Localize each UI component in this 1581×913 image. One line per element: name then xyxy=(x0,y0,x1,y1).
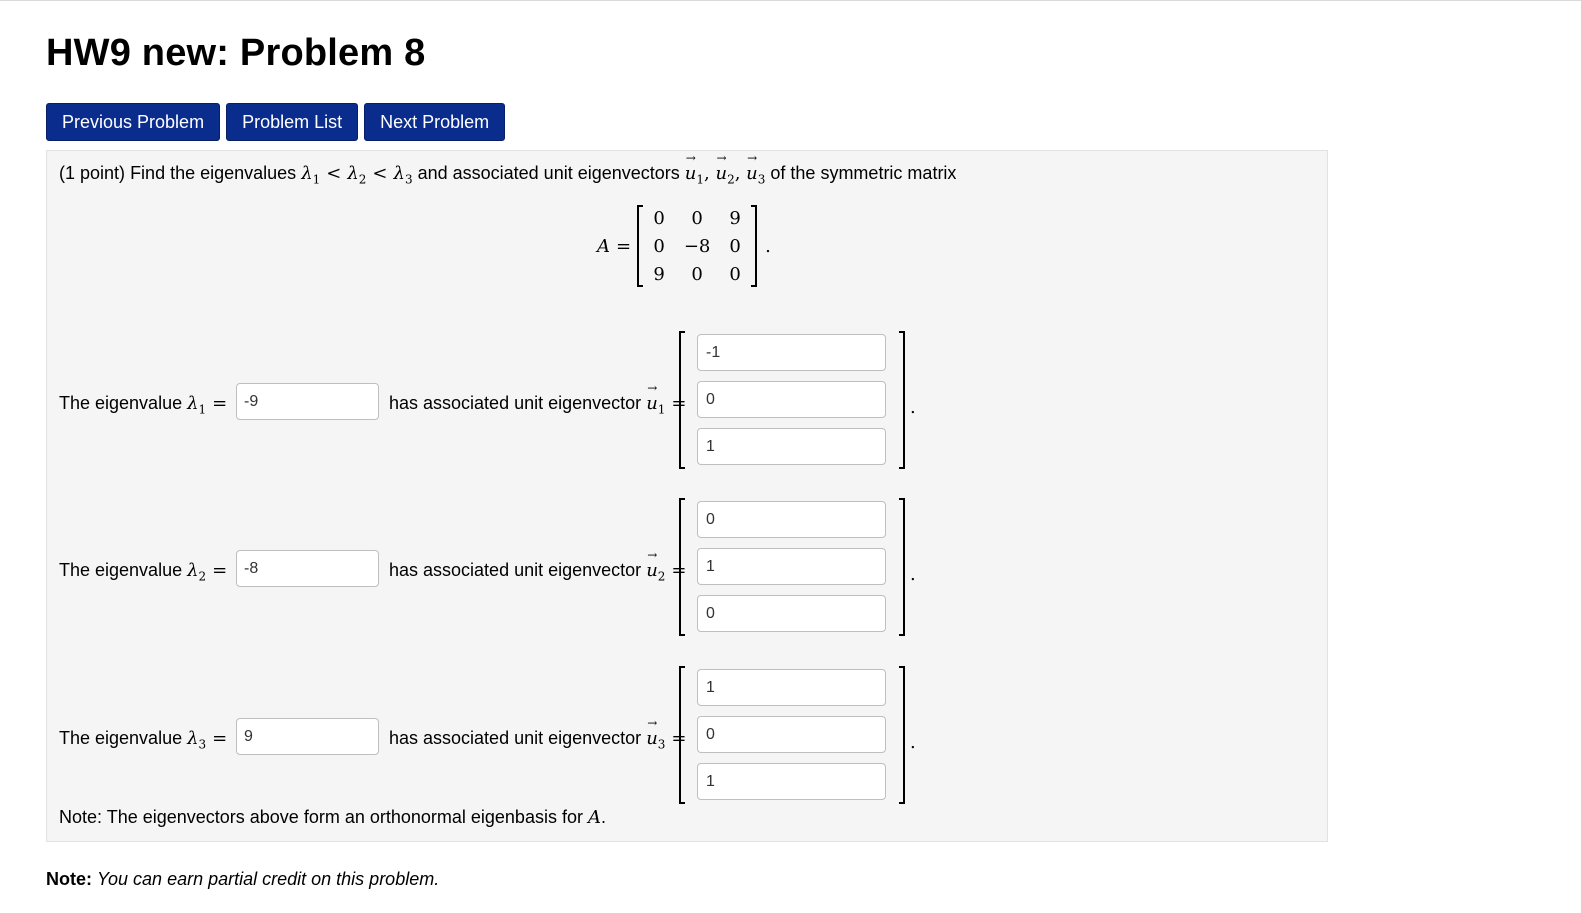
page-title: HW9 new: Problem 8 xyxy=(46,32,426,74)
eigenvalue-3-input[interactable] xyxy=(236,718,379,755)
problem-statement: (1 point) Find the eigenvalues $\lambda_1 < \lambda_2 < \lambda_3$ and associated unit eigenvectors → $u_1$, → $u_2$, → $u_3$ of the symmetric matrix xyxy=(59,163,956,187)
problem-body xyxy=(46,150,1328,842)
eigenvector-2-label: has associated unit eigenvector → $u_2$ = xyxy=(389,560,693,584)
vector-2-right-bracket xyxy=(899,498,905,636)
eigenvector-1-column: -1 0 1 . xyxy=(679,331,907,471)
vector-2-left-bracket xyxy=(679,498,685,636)
eigenvector-2-column: 0 1 0 . xyxy=(679,498,907,638)
eigenvector-3-entry-2-input[interactable] xyxy=(697,716,886,753)
points-label: (1 point) xyxy=(59,163,126,183)
eigenvector-1-entry-1-input[interactable] xyxy=(697,334,886,371)
matrix-right-bracket xyxy=(751,205,757,287)
eigenvector-2-entry-2-input[interactable] xyxy=(697,548,886,585)
eigenvector-2-entry-1-input[interactable] xyxy=(697,501,886,538)
eigenvector-1-label: has associated unit eigenvector → $u_1$ = xyxy=(389,393,693,417)
vector-3-left-bracket xyxy=(679,666,685,804)
note-text: You can earn partial credit on this problem. xyxy=(97,869,440,889)
lambda-1-symbol: $\lambda_1$ xyxy=(301,163,321,187)
eigenvector-3-entry-3-input[interactable] xyxy=(697,763,886,800)
previous-problem-button[interactable]: Previous Problem xyxy=(46,103,220,141)
eigenvector-1-entry-2-input[interactable] xyxy=(697,381,886,418)
eigenvector-3-entry-1-input[interactable] xyxy=(697,669,886,706)
eigenvector-1-entry-3-input[interactable] xyxy=(697,428,886,465)
vector-1-right-bracket xyxy=(899,331,905,469)
partial-credit-note xyxy=(46,869,439,890)
lambda-3-symbol: $\lambda_3$ xyxy=(393,163,413,187)
matrix-entries xyxy=(643,204,751,288)
matrix-cell: 9 xyxy=(729,207,741,229)
eigenvector-3-column: 1 0 1 . xyxy=(679,666,907,806)
note-label: Note: xyxy=(46,869,92,889)
eigenvector-3-label: has associated unit eigenvector → $u_3$ = xyxy=(389,728,693,752)
problem-navigation xyxy=(46,103,505,141)
intro-and-text: and associated unit eigenvectors xyxy=(417,163,680,183)
eigenvalue-2-input[interactable] xyxy=(236,550,379,587)
matrix-cell: 0 xyxy=(653,235,665,257)
problem-list-button[interactable]: Problem List xyxy=(226,103,358,141)
matrix-cell: −8 xyxy=(683,235,711,257)
top-divider xyxy=(0,0,1581,1)
matrix-cell: 0 xyxy=(729,235,741,257)
eigenvalue-2-label: The eigenvalue $\lambda_2$ = xyxy=(59,560,228,584)
intro-end-text: of the symmetric matrix xyxy=(770,163,957,183)
intro-find-text: Find the eigenvalues xyxy=(130,163,297,183)
matrix-cell: 9 xyxy=(653,263,665,285)
vector-3-right-bracket xyxy=(899,666,905,804)
eigenvector-2-entry-3-input[interactable] xyxy=(697,595,886,632)
eigenvalue-1-label: The eigenvalue $\lambda_1$ = xyxy=(59,393,228,417)
matrix-cell: 0 xyxy=(691,207,703,229)
eigenvalue-3-label: The eigenvalue $\lambda_3$ = xyxy=(59,728,228,752)
matrix-cell: 0 xyxy=(691,263,703,285)
eigenvalue-1-input[interactable] xyxy=(236,383,379,420)
u2-symbol: → $u_2$ xyxy=(715,163,734,184)
vector-1-left-bracket xyxy=(679,331,685,469)
lambda-2-symbol: $\lambda_2$ xyxy=(347,163,367,187)
matrix-name: A xyxy=(597,235,610,257)
u3-symbol: → $u_3$ xyxy=(746,163,765,184)
matrix-equation: A = 0 0 9 0 −8 0 9 0 0 . xyxy=(597,204,771,288)
u1-symbol: → $u_1$ xyxy=(685,163,704,184)
next-problem-button[interactable]: Next Problem xyxy=(364,103,505,141)
matrix-cell: 0 xyxy=(729,263,741,285)
matrix-cell: 0 xyxy=(653,207,665,229)
orthonormal-note: Note: The eigenvectors above form an orthonormal eigenbasis for A. xyxy=(59,807,606,828)
